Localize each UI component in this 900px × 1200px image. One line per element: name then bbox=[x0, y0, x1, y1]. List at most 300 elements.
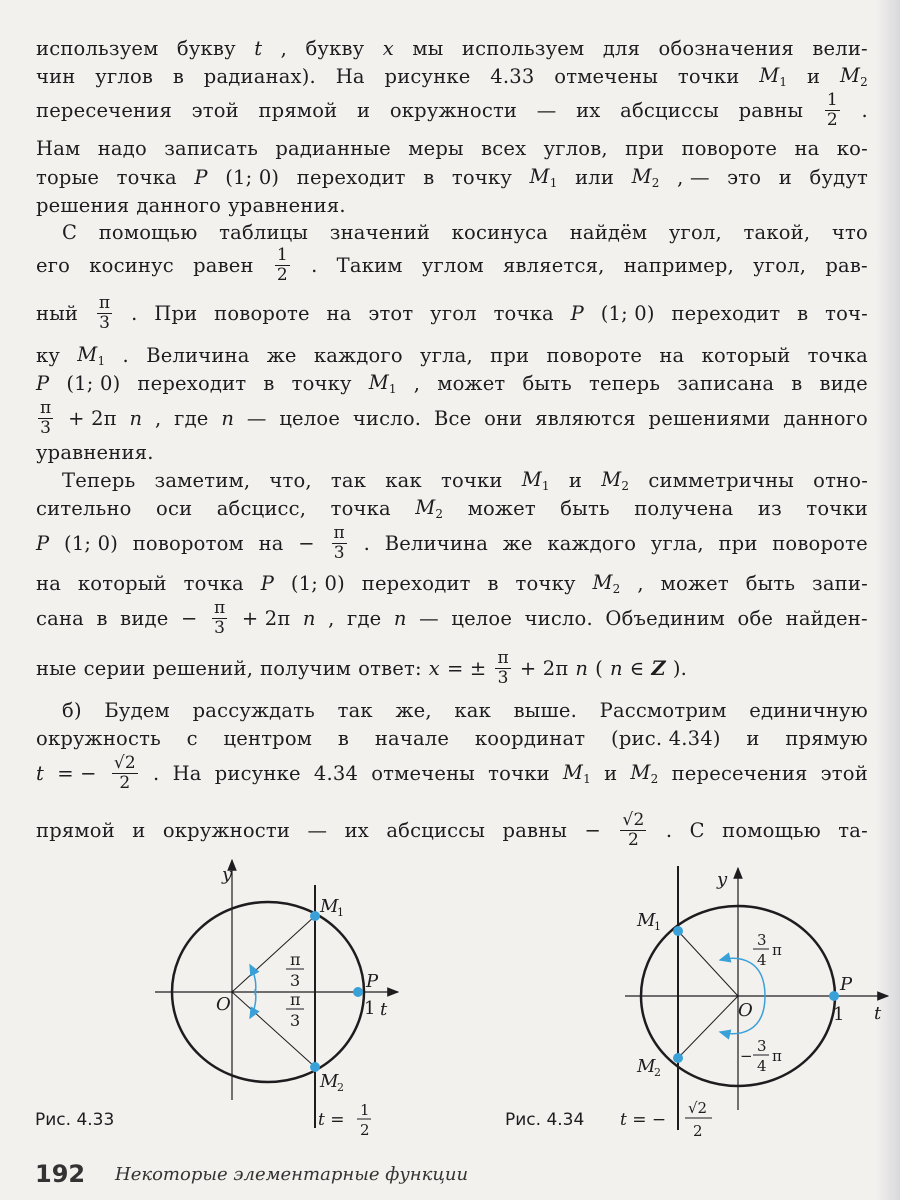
word: координат bbox=[474, 726, 586, 750]
word: ). bbox=[672, 656, 688, 680]
math-variable: n bbox=[302, 606, 316, 630]
label-one: 1 bbox=[364, 998, 376, 1019]
radius-m1 bbox=[678, 931, 738, 996]
word: ку bbox=[36, 343, 61, 367]
word: пересечения bbox=[36, 98, 172, 122]
angle-pos-den: 3 bbox=[290, 971, 301, 990]
word: косинуса bbox=[451, 220, 549, 244]
fraction-part: 1 bbox=[826, 89, 838, 110]
angle-pos-num: 3 bbox=[757, 931, 767, 949]
point-m2 bbox=[673, 1053, 683, 1063]
fraction-part: 2 bbox=[119, 772, 131, 793]
word: же bbox=[502, 531, 533, 555]
word: (1; 0) bbox=[64, 531, 119, 555]
word: (1; 0) bbox=[290, 571, 345, 595]
label-t: t bbox=[380, 999, 388, 1020]
word: обозначения bbox=[658, 36, 794, 60]
word: при bbox=[625, 136, 665, 160]
fraction-part: π bbox=[497, 647, 509, 668]
angle-neg-num: 3 bbox=[757, 1037, 767, 1055]
fraction-part: 1 bbox=[276, 244, 288, 265]
fraction-part: 3 bbox=[99, 312, 111, 333]
label-p: P bbox=[840, 974, 853, 995]
word: решений, bbox=[152, 656, 254, 680]
word: так bbox=[330, 468, 367, 492]
word: этой bbox=[820, 761, 868, 785]
word: начале bbox=[374, 726, 450, 750]
word: − bbox=[298, 531, 315, 555]
word: переходит bbox=[137, 371, 247, 395]
word: получена bbox=[634, 496, 734, 520]
word: записана bbox=[677, 371, 775, 395]
word: является, bbox=[503, 253, 605, 277]
subscript: 2 bbox=[651, 175, 660, 190]
word: используем bbox=[461, 36, 585, 60]
word: как bbox=[385, 468, 422, 492]
word: где bbox=[347, 606, 382, 630]
word: быть bbox=[560, 496, 610, 520]
word: радианные bbox=[275, 136, 391, 160]
word: данного bbox=[136, 193, 222, 217]
angle-pos-num: π bbox=[290, 950, 301, 969]
word: , — bbox=[677, 165, 710, 189]
word: быть bbox=[745, 571, 796, 595]
word: букву bbox=[305, 36, 365, 60]
word: мы bbox=[412, 36, 444, 60]
word: рисунке bbox=[384, 64, 471, 88]
word: и bbox=[746, 726, 760, 750]
word: в bbox=[172, 64, 185, 88]
word: запи- bbox=[812, 571, 868, 595]
math-variable: x bbox=[382, 36, 394, 60]
word: , bbox=[155, 406, 162, 430]
word: для bbox=[602, 36, 641, 60]
word: , bbox=[328, 606, 335, 630]
math-variable: M bbox=[631, 164, 652, 188]
word: единичную bbox=[749, 698, 868, 722]
word: . bbox=[131, 301, 138, 325]
word: Величина bbox=[146, 343, 250, 367]
word: точку bbox=[451, 165, 512, 189]
word: Теперь bbox=[62, 468, 136, 492]
word: Рассмотрим bbox=[599, 698, 727, 722]
math-variable: M bbox=[759, 63, 780, 87]
figure-4-34 bbox=[620, 866, 888, 1140]
label-m1-sub: 1 bbox=[337, 906, 344, 919]
word: в bbox=[791, 371, 803, 395]
word: торые bbox=[36, 165, 100, 189]
word: помощью bbox=[98, 220, 198, 244]
angle-neg-minus: − bbox=[740, 1047, 753, 1065]
word: + 2π bbox=[519, 656, 569, 680]
word: на bbox=[258, 531, 284, 555]
word: прямую bbox=[785, 726, 868, 750]
subscript: 2 bbox=[621, 478, 630, 493]
point-m1 bbox=[673, 926, 683, 936]
word: та- bbox=[838, 818, 868, 842]
label-m2: M bbox=[320, 1071, 339, 1092]
word: равны bbox=[738, 98, 804, 122]
label-y: y bbox=[717, 869, 728, 890]
word: букву bbox=[176, 36, 236, 60]
subscript: 2 bbox=[435, 506, 444, 521]
math-variable: M bbox=[839, 63, 861, 87]
word: — bbox=[536, 98, 557, 122]
word: окружность bbox=[36, 726, 161, 750]
word: что bbox=[831, 220, 868, 244]
subscript: 2 bbox=[860, 74, 868, 89]
word: являются bbox=[535, 406, 636, 430]
word: угла, bbox=[650, 531, 704, 555]
word: число. bbox=[524, 606, 593, 630]
word: точка bbox=[493, 301, 554, 325]
word: повороте bbox=[214, 301, 310, 325]
word: рассуждать bbox=[192, 698, 315, 722]
word: его bbox=[36, 253, 71, 277]
angle-pos-pi: π bbox=[772, 941, 782, 959]
word: на bbox=[36, 571, 62, 595]
word: из bbox=[757, 496, 782, 520]
word: целое bbox=[451, 606, 513, 630]
fraction-part: π bbox=[40, 397, 52, 418]
figure-4-33 bbox=[155, 860, 398, 1139]
word: угол, bbox=[668, 220, 722, 244]
word: прямой bbox=[36, 818, 115, 842]
word: сительно bbox=[36, 496, 132, 520]
word: всех bbox=[481, 136, 527, 160]
word: пересечения bbox=[671, 761, 808, 785]
word: точка bbox=[807, 343, 868, 367]
word: переходит bbox=[671, 301, 781, 325]
word: При bbox=[154, 301, 198, 325]
subscript: 2 bbox=[650, 771, 659, 786]
subscript: 1 bbox=[97, 353, 106, 368]
fraction-part: 3 bbox=[40, 417, 52, 438]
word: центром bbox=[223, 726, 313, 750]
word: — bbox=[419, 606, 439, 630]
page-number: 192 bbox=[35, 1160, 86, 1188]
word: , bbox=[413, 371, 421, 395]
word: радианах). bbox=[203, 64, 316, 88]
point-p bbox=[353, 987, 363, 997]
line-eq-den: 2 bbox=[360, 1121, 370, 1139]
word: при bbox=[718, 531, 758, 555]
word: будут bbox=[809, 165, 868, 189]
math-variable: M bbox=[368, 370, 389, 394]
label-o: O bbox=[738, 1000, 753, 1021]
math-variable: Z bbox=[651, 656, 666, 680]
label-one: 1 bbox=[833, 1004, 845, 1025]
math-variable: M bbox=[630, 760, 651, 784]
word: выше. bbox=[513, 698, 577, 722]
word: что, bbox=[269, 468, 312, 492]
word: данного bbox=[783, 406, 868, 430]
word: точку bbox=[515, 571, 576, 595]
word: ответ: bbox=[358, 656, 422, 680]
fraction-part: π bbox=[333, 522, 345, 543]
label-m2: M bbox=[637, 1056, 656, 1077]
word: или bbox=[575, 165, 615, 189]
word: точки bbox=[677, 64, 740, 88]
line-eq-den: 2 bbox=[693, 1122, 703, 1140]
point-p bbox=[829, 991, 839, 1001]
word: косинус bbox=[89, 253, 174, 277]
word: углом bbox=[421, 253, 484, 277]
math-variable: M bbox=[415, 495, 436, 519]
word: ( bbox=[595, 656, 603, 680]
line-eq: t = bbox=[318, 1110, 345, 1130]
word: значений bbox=[329, 220, 431, 244]
label-p: P bbox=[366, 971, 379, 992]
word: угла, bbox=[420, 343, 473, 367]
fraction-part: 2 bbox=[826, 109, 838, 130]
radius-m2 bbox=[678, 996, 738, 1058]
word: . bbox=[122, 343, 129, 367]
word: чин bbox=[36, 64, 76, 88]
word: меры bbox=[408, 136, 464, 160]
fraction-part: π bbox=[98, 292, 111, 313]
word: (1; 0) bbox=[66, 371, 121, 395]
word: отно- bbox=[813, 468, 868, 492]
math-variable: P bbox=[570, 301, 584, 325]
math-variable: M bbox=[529, 164, 550, 188]
label-m1-sub: 1 bbox=[654, 920, 661, 933]
word: . bbox=[311, 253, 318, 277]
word: где bbox=[174, 406, 209, 430]
word: может bbox=[467, 496, 536, 520]
word: с bbox=[186, 726, 198, 750]
point-m2 bbox=[310, 1062, 320, 1072]
word: число. bbox=[352, 406, 422, 430]
math-variable: n bbox=[393, 606, 407, 630]
angle-arc-negative bbox=[250, 989, 256, 1018]
word: уравнения. bbox=[228, 193, 346, 217]
word: Нам bbox=[36, 136, 81, 160]
angle-neg-num: π bbox=[290, 990, 301, 1009]
word: поворотом bbox=[132, 531, 244, 555]
word: который bbox=[701, 343, 791, 367]
word: это bbox=[727, 165, 762, 189]
word: Объединим bbox=[605, 606, 726, 630]
word: прямой bbox=[258, 98, 338, 122]
label-o: O bbox=[216, 994, 231, 1015]
word: заметим, bbox=[154, 468, 251, 492]
word: каждого bbox=[547, 531, 637, 555]
word: и bbox=[604, 761, 618, 785]
word: . bbox=[363, 531, 370, 555]
word: сана bbox=[36, 606, 84, 630]
word: же, bbox=[395, 698, 432, 722]
math-variable: M bbox=[592, 570, 613, 594]
word: отмечены bbox=[371, 761, 476, 785]
word: угол, bbox=[753, 253, 807, 277]
word: может bbox=[437, 371, 506, 395]
word: повороте bbox=[772, 531, 868, 555]
word: оси bbox=[156, 496, 193, 520]
math-variable: n bbox=[575, 656, 589, 680]
word: На bbox=[335, 64, 365, 88]
math-variable: n bbox=[609, 656, 623, 680]
word: Величина bbox=[384, 531, 489, 555]
word: равны bbox=[502, 818, 568, 842]
word: Все bbox=[433, 406, 472, 430]
word: б) bbox=[62, 698, 82, 722]
fraction-part: 3 bbox=[497, 667, 509, 688]
word: ко- bbox=[836, 136, 868, 160]
word: точки bbox=[440, 468, 503, 492]
word: повороте bbox=[546, 343, 643, 367]
math-variable: t bbox=[254, 36, 263, 60]
word: в bbox=[263, 371, 275, 395]
word: = ± bbox=[446, 656, 487, 680]
word: + 2π bbox=[241, 606, 291, 630]
word: этот bbox=[368, 301, 414, 325]
angle-neg-pi: π bbox=[772, 1047, 782, 1065]
subscript: 1 bbox=[583, 771, 591, 786]
word: + 2π bbox=[68, 406, 117, 430]
word: точка bbox=[183, 571, 244, 595]
word: переходит bbox=[296, 165, 406, 189]
word: каждого bbox=[313, 343, 403, 367]
label-m1: M bbox=[320, 896, 339, 917]
word: ные bbox=[36, 656, 77, 680]
word: найдём bbox=[569, 220, 648, 244]
word: повороте bbox=[681, 136, 778, 160]
word: углов, bbox=[543, 136, 608, 160]
word: и bbox=[357, 98, 371, 122]
word: при bbox=[490, 343, 530, 367]
subscript: 1 bbox=[779, 74, 788, 89]
word: виде bbox=[819, 371, 868, 395]
word: как bbox=[454, 698, 491, 722]
word: быть bbox=[522, 371, 572, 395]
word: абсциссы bbox=[386, 818, 486, 842]
word: в bbox=[423, 165, 435, 189]
fraction-part: √2 bbox=[113, 752, 136, 773]
word: рисунке bbox=[214, 761, 301, 785]
label-m2-sub: 2 bbox=[337, 1081, 344, 1094]
word: 4.33 bbox=[490, 64, 535, 88]
word: на bbox=[794, 136, 820, 160]
math-variable: P bbox=[36, 371, 50, 395]
word: (1; 0) bbox=[225, 165, 280, 189]
word: этой bbox=[191, 98, 239, 122]
word: и bbox=[778, 165, 792, 189]
word: точки bbox=[806, 496, 868, 520]
word: же bbox=[266, 343, 297, 367]
word: Будем bbox=[104, 698, 170, 722]
word: таблицы bbox=[219, 220, 309, 244]
math-variable: P bbox=[260, 571, 275, 595]
word: они bbox=[484, 406, 523, 430]
word: — bbox=[246, 406, 267, 430]
word: ный bbox=[36, 301, 79, 325]
word: на bbox=[326, 301, 352, 325]
word: вели- bbox=[812, 36, 868, 60]
label-m2-sub: 2 bbox=[654, 1066, 661, 1079]
word: 4.34 bbox=[313, 761, 359, 785]
word: решения bbox=[36, 193, 130, 217]
point-m1 bbox=[310, 911, 320, 921]
word: такой, bbox=[743, 220, 811, 244]
subscript: 1 bbox=[549, 175, 558, 190]
word: ∈ bbox=[629, 656, 645, 680]
word: − bbox=[180, 606, 198, 630]
word: виде bbox=[120, 606, 169, 630]
word: рав- bbox=[825, 253, 868, 277]
word: и bbox=[568, 468, 583, 492]
word: например, bbox=[623, 253, 734, 277]
word: записать bbox=[164, 136, 259, 160]
caption-fig-4-34: Рис. 4.34 bbox=[505, 1110, 585, 1130]
word: уравнения. bbox=[36, 440, 154, 464]
fraction-part: √2 bbox=[622, 809, 645, 830]
angle-neg-den: 4 bbox=[757, 1057, 767, 1075]
word: так bbox=[337, 698, 373, 722]
line-eq-num: 1 bbox=[360, 1101, 370, 1119]
math-variable: M bbox=[562, 760, 584, 784]
word: точка bbox=[330, 496, 391, 520]
word: абсцисс, bbox=[216, 496, 307, 520]
math-variable: n bbox=[129, 406, 143, 430]
word: в bbox=[487, 571, 499, 595]
word: их bbox=[576, 98, 601, 122]
word: . bbox=[153, 761, 160, 785]
word: найден- bbox=[785, 606, 868, 630]
word: отмечены bbox=[554, 64, 659, 88]
math-variable: M bbox=[77, 342, 98, 366]
word: используем bbox=[36, 36, 159, 60]
math-variable: x bbox=[428, 656, 440, 680]
radius-m2 bbox=[232, 992, 315, 1067]
word: в bbox=[797, 301, 809, 325]
word: в bbox=[96, 606, 108, 630]
word: в bbox=[337, 726, 350, 750]
fraction-part: 2 bbox=[276, 264, 288, 285]
word: На bbox=[172, 761, 202, 785]
word: . bbox=[861, 98, 868, 122]
fraction-part: 3 bbox=[214, 617, 226, 638]
word: на bbox=[659, 343, 685, 367]
subscript: 1 bbox=[541, 478, 550, 493]
word: точки bbox=[488, 761, 550, 785]
word: окружности bbox=[162, 818, 291, 842]
word: (рис. 4.34) bbox=[611, 726, 721, 750]
subscript: 1 bbox=[388, 381, 397, 396]
running-title: Некоторые элементарные функции bbox=[115, 1164, 469, 1185]
word: окружности bbox=[389, 98, 518, 122]
word: решениями bbox=[648, 406, 771, 430]
word: помощью bbox=[722, 818, 821, 842]
word: переходит bbox=[361, 571, 471, 595]
word: точ- bbox=[825, 301, 868, 325]
word: равен bbox=[193, 253, 254, 277]
word: получим bbox=[260, 656, 352, 680]
radius-m1 bbox=[232, 916, 315, 992]
caption-fig-4-33: Рис. 4.33 bbox=[35, 1110, 115, 1130]
word: их bbox=[344, 818, 369, 842]
line-eq-num: √2 bbox=[688, 1099, 708, 1117]
word: − bbox=[584, 818, 602, 842]
word: теперь bbox=[589, 371, 661, 395]
word: точку bbox=[291, 371, 352, 395]
word: и bbox=[132, 818, 146, 842]
word: может bbox=[660, 571, 729, 595]
word: симметричны bbox=[648, 468, 794, 492]
math-variable: n bbox=[221, 406, 235, 430]
word: углов bbox=[95, 64, 154, 88]
word: угол bbox=[430, 301, 477, 325]
